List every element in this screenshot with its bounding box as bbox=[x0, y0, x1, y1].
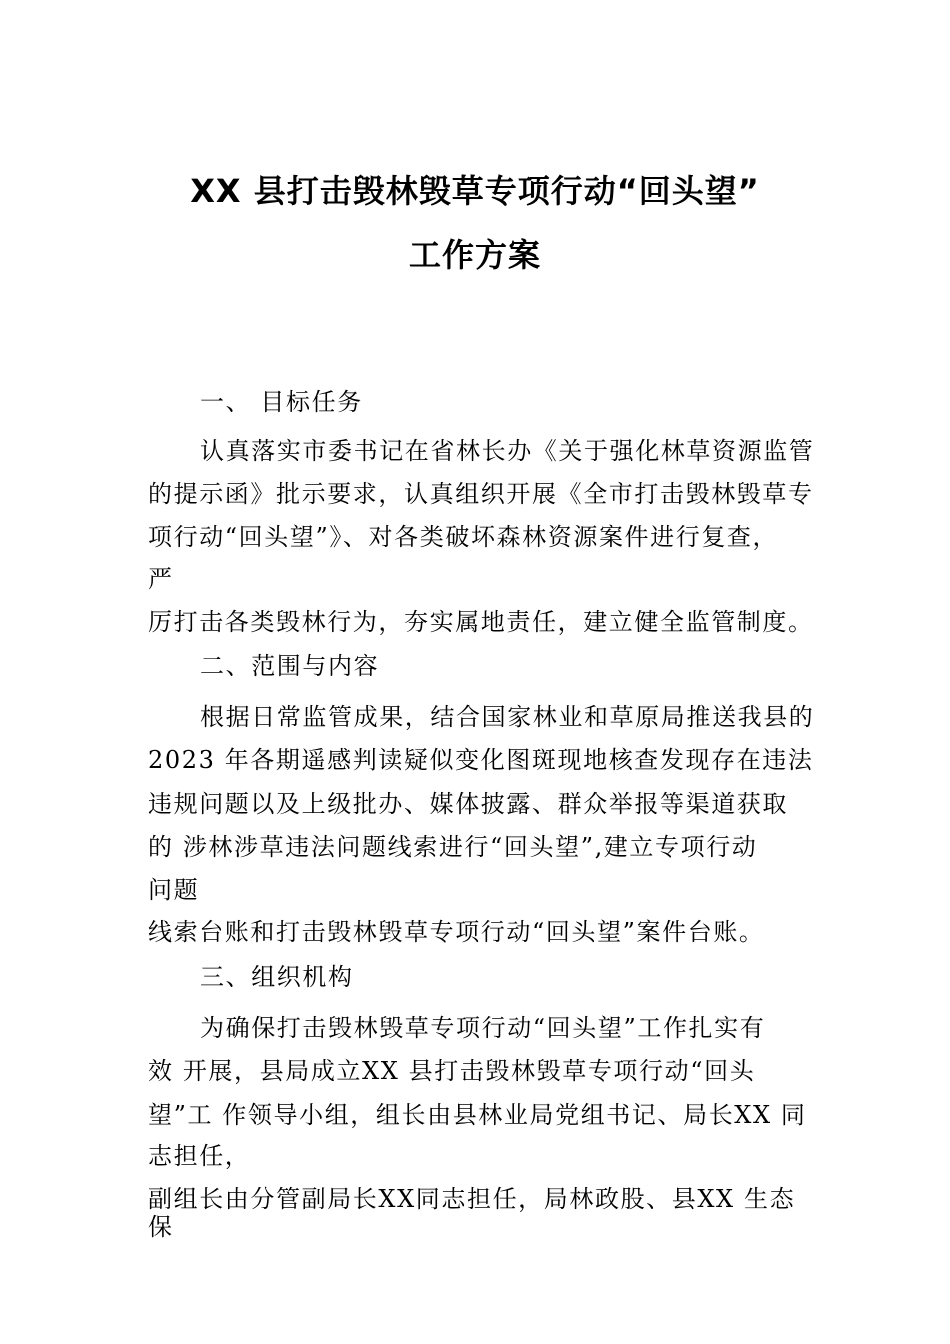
paragraph-line: 为确保打击毁林毁草专项行动“回头望”工作扎实有 bbox=[200, 1014, 766, 1042]
document-title-line-2: 工作方案 bbox=[408, 236, 541, 274]
paragraph-line: 保 bbox=[148, 1213, 174, 1241]
paragraph-line: 望”工 作领导小组，组长由县林业局党组书记、局长XX 同 bbox=[148, 1101, 807, 1129]
paragraph-line: 副组长由分管副局长XX同志担任，局林政股、县XX 生态 bbox=[148, 1185, 796, 1213]
section-heading-goals: 一、 目标任务 bbox=[200, 388, 363, 416]
paragraph-line: 的 涉林涉草违法问题线索进行“回头望”,建立专项行动 bbox=[148, 833, 758, 861]
paragraph-line: 线索台账和打击毁林毁草专项行动“回头望”案件台账。 bbox=[148, 918, 765, 946]
paragraph-line: 违规问题以及上级批办、媒体披露、群众举报等渠道获取 bbox=[148, 790, 788, 818]
paragraph-line: 效 开展，县局成立XX 县打击毁林毁草专项行动“回头 bbox=[148, 1057, 756, 1085]
paragraph-line: 的提示函》批示要求，认真组织开展《全市打击毁林毁草专 bbox=[148, 480, 814, 508]
paragraph-line: 志担任， bbox=[148, 1142, 251, 1170]
paragraph-line: 认真落实市委书记在省林长办《关于强化林草资源监管 bbox=[200, 437, 815, 465]
paragraph-line: 2023 年各期遥感判读疑似变化图斑现地核查发现存在违法 bbox=[148, 746, 814, 774]
document-title-line-1: XX 县打击毁林毁草专项行动“回头望” bbox=[190, 172, 760, 210]
paragraph-line: 根据日常监管成果，结合国家林业和草原局推送我县的 bbox=[200, 703, 815, 731]
paragraph-line: 项行动“回头望”》、对各类破坏森林资源案件进行复查， bbox=[148, 523, 779, 551]
paragraph-line: 厉打击各类毁林行为，夯实属地责任，建立健全监管制度。 bbox=[148, 608, 814, 636]
paragraph-line: 严 bbox=[148, 565, 174, 593]
section-heading-organization: 三、组织机构 bbox=[200, 963, 354, 991]
section-heading-scope: 二、范围与内容 bbox=[200, 652, 380, 680]
paragraph-line: 问题 bbox=[148, 876, 200, 904]
